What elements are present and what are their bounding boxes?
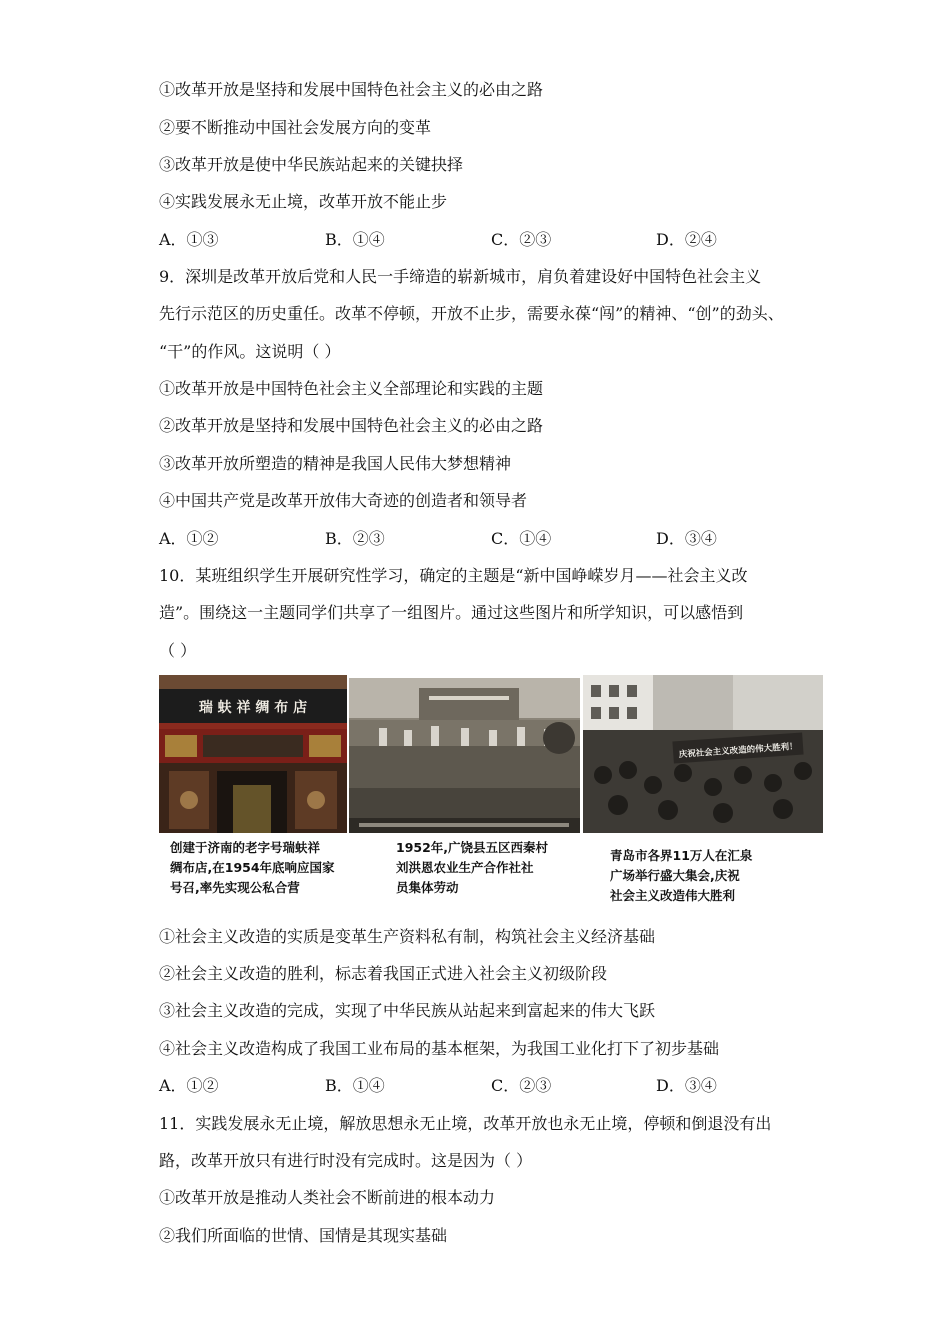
q8-option-a[interactable]: A．①③ (159, 230, 219, 249)
q9-item-4: ④中国共产党是改革开放伟大奇迹的创造者和领导者 (159, 491, 528, 510)
storefront-sign-text: 瑞 蚨 祥 绸 布 店 (198, 700, 308, 716)
q8-item-2: ②要不断推动中国社会发展方向的变革 (159, 118, 432, 137)
q9-item-2: ②改革开放是坚持和发展中国特色社会主义的必由之路 (159, 416, 544, 435)
photo-farm-labor (349, 678, 580, 833)
q10-stem-line-1: 10．某班组织学生开展研究性学习，确定的主题是“新中国峥嵘岁月——社会主义改 (159, 566, 748, 585)
q10-option-d[interactable]: D．③④ (656, 1076, 717, 1095)
photo-storefront (159, 675, 347, 833)
q11-item-2: ②我们所面临的世情、国情是其现实基础 (159, 1226, 448, 1245)
q10-item-3: ③社会主义改造的完成，实现了中华民族从站起来到富起来的伟大飞跃 (159, 1001, 656, 1020)
q9-option-c[interactable]: C．①④ (491, 529, 552, 548)
q8-option-c[interactable]: C．②③ (491, 230, 552, 249)
q9-option-b[interactable]: B．②③ (325, 529, 385, 548)
q11-stem-line-2: 路，改革开放只有进行时没有完成时。这是因为（ ） (159, 1151, 533, 1170)
q9-stem-line-3: “干”的作风。这说明（ ） (159, 342, 341, 361)
q9-option-a[interactable]: A．①② (159, 529, 219, 548)
q10-item-2: ②社会主义改造的胜利，标志着我国正式进入社会主义初级阶段 (159, 964, 608, 983)
q8-item-3: ③改革开放是使中华民族站起来的关键抉择 (159, 155, 464, 174)
q10-stem-line-2: 造”。围绕这一主题同学们共享了一组图片。通过这些图片和所学知识，可以感悟到 (159, 603, 744, 622)
q8-option-d[interactable]: D．②④ (656, 230, 717, 249)
q9-option-d[interactable]: D．③④ (656, 529, 717, 548)
caption-qingdao-rally: 青岛市各界11万人在汇泉 广场举行盛大集会,庆祝 社会主义改造伟大胜利 (610, 848, 753, 903)
q10-item-1: ①社会主义改造的实质是变革生产资料私有制，构筑社会主义经济基础 (159, 927, 656, 946)
q11-stem-line-1: 11．实践发展永无止境，解放思想永无止境，改革开放也永无止境，停顿和倒退没有出 (159, 1114, 772, 1133)
q9-item-1: ①改革开放是中国特色社会主义全部理论和实践的主题 (159, 379, 544, 398)
photo-qingdao-rally (583, 675, 823, 833)
q9-item-3: ③改革开放所塑造的精神是我国人民伟大梦想精神 (159, 454, 512, 473)
q10-option-a[interactable]: A．①② (159, 1076, 219, 1095)
q8-item-1: ①改革开放是坚持和发展中国特色社会主义的必由之路 (159, 80, 544, 99)
q9-stem-line-2: 先行示范区的历史重任。改革不停顿，开放不止步，需要永葆“闯”的精神、“创”的劲头、 (159, 304, 784, 323)
q9-stem-line-1: 9．深圳是改革开放后党和人民一手缔造的崭新城市，肩负着建设好中国特色社会主义 (159, 267, 762, 286)
caption-storefront: 创建于济南的老字号瑞蚨祥 绸布店,在1954年底响应国家 号召,率先实现公私合营 (170, 840, 335, 895)
rally-banner-text: 庆祝社会主义改造的伟大胜利！ (678, 741, 798, 761)
q11-item-1: ①改革开放是推动人类社会不断前进的根本动力 (159, 1188, 496, 1207)
q8-item-4: ④实践发展永无止境，改革开放不能止步 (159, 192, 448, 211)
q10-stem-line-3: （ ） (159, 641, 197, 660)
q10-item-4: ④社会主义改造构成了我国工业布局的基本框架，为我国工业化打下了初步基础 (159, 1039, 720, 1058)
q8-option-b[interactable]: B．①④ (325, 230, 385, 249)
q10-option-c[interactable]: C．②③ (491, 1076, 552, 1095)
q10-option-b[interactable]: B．①④ (325, 1076, 385, 1095)
caption-farm-labor: 1952年,广饶县五区西秦村 刘洪恩农业生产合作社社 员集体劳动 (396, 840, 549, 895)
